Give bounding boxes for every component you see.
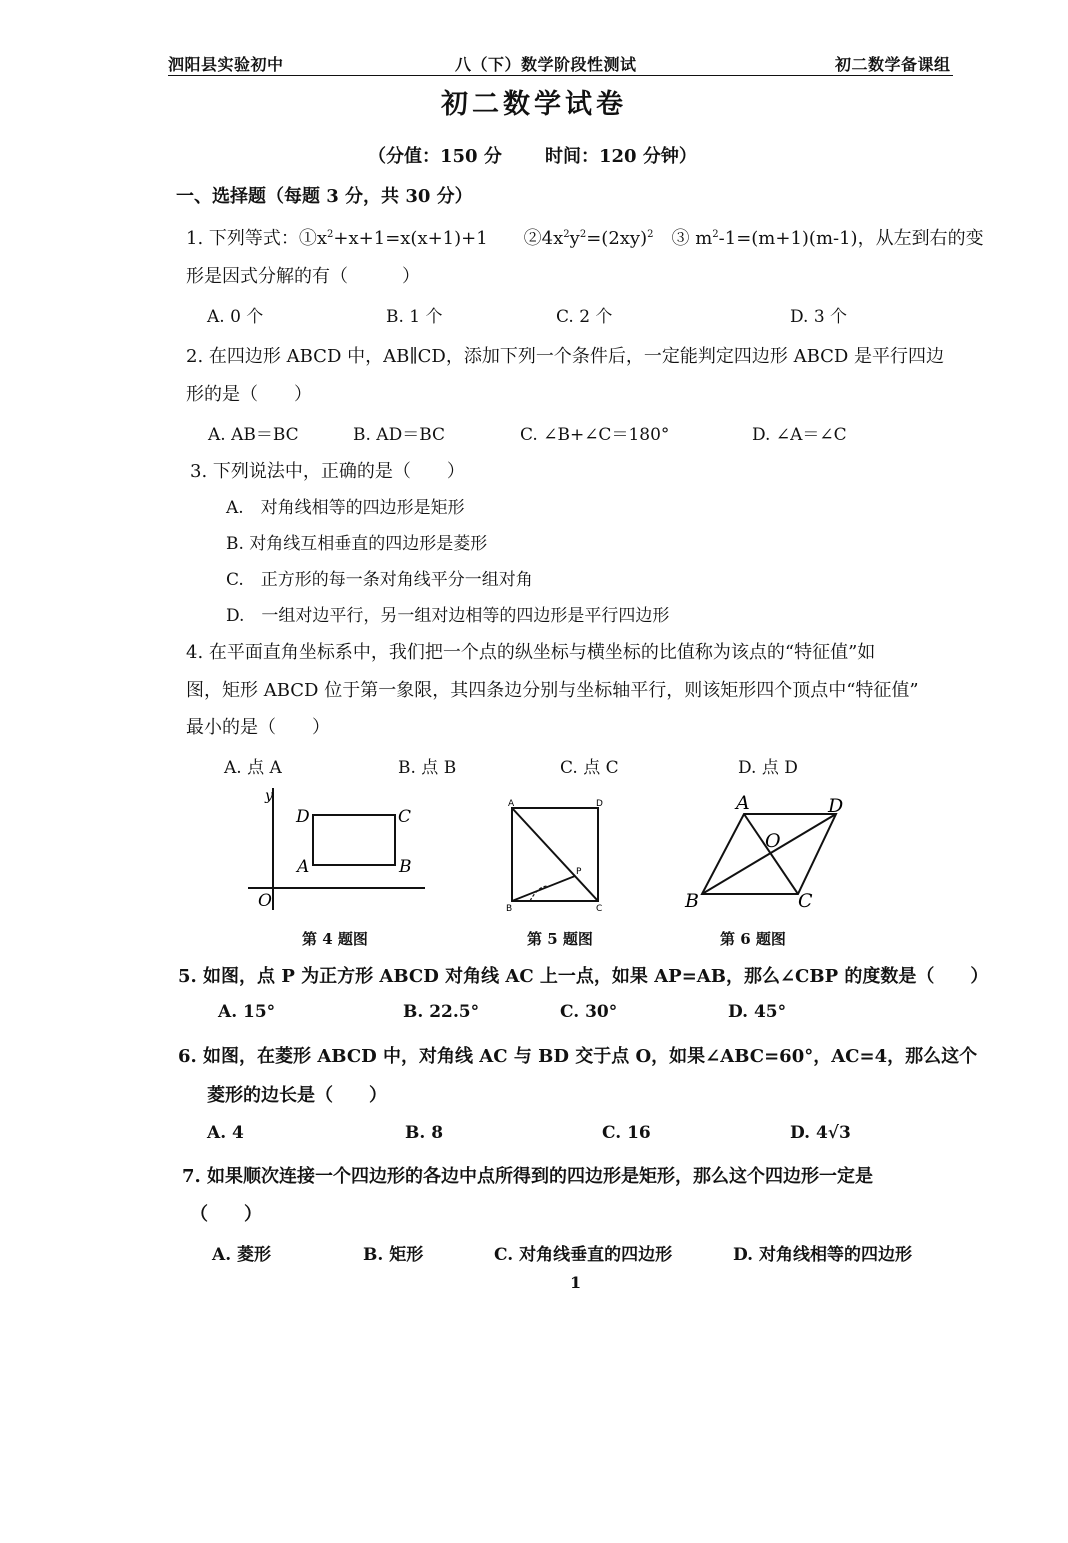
fig5-segment-bp [512, 876, 575, 901]
fig4-label-d: D [296, 807, 310, 827]
fig4-label-b: B [399, 857, 412, 877]
question-2-line-2: 形的是（ ） [186, 384, 312, 405]
q3-option-d[interactable]: D. 一组对边平行，另一组对边相等的四边形是平行四边形 [226, 606, 670, 626]
question-4-line-1: 4. 在平面直角坐标系中，我们把一个点的纵坐标与横坐标的比值称为该点的“特征值”如 [186, 642, 876, 663]
question-1-line-1: 1. 下列等式：$①x^2+x+1=x(x+1)+1$ $②4x^2y^2=(2xy)^2$ ③ $m^2-1=(m+1)(m-1)$，从左到右的变 [186, 228, 984, 249]
page-title: 初二数学试卷 [441, 89, 627, 120]
q1-option-b[interactable]: B. 1 个 [386, 307, 443, 327]
q7-option-b[interactable]: B. 矩形 [363, 1245, 424, 1265]
fig6-diagonal-ac [744, 814, 798, 894]
fig6-label-d: D [828, 795, 844, 817]
q5-option-b[interactable]: B. 22.5° [403, 1002, 480, 1022]
q2-option-a[interactable]: A. AB＝BC [208, 425, 299, 445]
fig5-caption: 第 5 题图 [527, 930, 593, 948]
fig6-label-b: B [685, 890, 699, 912]
question-2-line-1: 2. 在四边形 ABCD 中，AB∥CD，添加下列一个条件后，一定能判定四边形 ABCD 是平行四边 [186, 346, 945, 367]
fig4-caption: 第 4 题图 [302, 930, 368, 948]
fig6-label-c: C [798, 890, 813, 912]
fig4-label-o: O [258, 891, 272, 911]
question-1-line-2: 形是因式分解的有（ ） [186, 266, 420, 287]
question-6-line-1: 6. 如图，在菱形 ABCD 中，对角线 AC 与 BD 交于点 O，如果∠ABC=60°，AC=4，那么这个 [178, 1046, 978, 1067]
q2-option-d[interactable]: D. ∠A＝∠C [752, 425, 847, 445]
fig5-label-b: B [506, 904, 513, 914]
fig5-label-c: C [596, 904, 603, 914]
q1-option-a[interactable]: A. 0 个 [207, 307, 264, 327]
q3-option-a[interactable]: A. 对角线相等的四边形是矩形 [226, 498, 465, 518]
q2-option-b[interactable]: B. AD＝BC [353, 425, 446, 445]
fig4-label-y: y [265, 788, 273, 804]
header-school: 泗阳县实验初中 [168, 55, 284, 74]
fig6-label-a: A [736, 792, 750, 814]
q3-option-c[interactable]: C. 正方形的每一条对角线平分一组对角 [226, 570, 533, 590]
q1-option-d[interactable]: D. 3 个 [790, 307, 848, 327]
section-heading: 一、选择题（每题 3 分，共 30 分） [176, 186, 473, 207]
q1-option-c[interactable]: C. 2 个 [556, 307, 613, 327]
time-info: 时间：120 分钟） [545, 146, 697, 167]
q5-option-c[interactable]: C. 30° [560, 1002, 618, 1022]
question-7-line-1: 7. 如果顺次连接一个四边形的各边中点所得到的四边形是矩形，那么这个四边形一定是 [182, 1166, 874, 1187]
q6-option-d[interactable]: D. 4√3 [790, 1123, 851, 1143]
header-group: 初二数学备课组 [835, 55, 951, 74]
fig5-diagonal-ac [512, 808, 598, 901]
q6-option-c[interactable]: C. 16 [602, 1123, 651, 1143]
header-rule [168, 75, 953, 76]
q6-option-a[interactable]: A. 4 [207, 1123, 244, 1143]
question-5-stem: 5. 如图，点 P 为正方形 ABCD 对角线 AC 上一点，如果 AP=AB，那么∠CBP 的度数是（ ） [178, 966, 989, 987]
q5-option-d[interactable]: D. 45° [728, 1002, 787, 1022]
q7-option-d[interactable]: D. 对角线相等的四边形 [733, 1245, 912, 1265]
fig5-label-a: A [508, 799, 515, 809]
fig6-caption: 第 6 题图 [720, 930, 786, 948]
q6-option-b[interactable]: B. 8 [405, 1123, 444, 1143]
question-3-stem: 3. 下列说法中，正确的是（ ） [190, 461, 465, 482]
fig5-label-p: P [576, 867, 582, 877]
question-7-line-2: （ ） [190, 1204, 262, 1225]
q7-option-a[interactable]: A. 菱形 [212, 1245, 272, 1265]
fig4-rectangle [313, 815, 395, 865]
question-6-line-2: 菱形的边长是（ ） [207, 1085, 387, 1106]
q4-option-b[interactable]: B. 点 B [398, 758, 457, 778]
figure-4 [240, 780, 440, 920]
q4-option-c[interactable]: C. 点 C [560, 758, 619, 778]
score-info: （分值：150 分 [368, 146, 502, 167]
fig4-label-a: A [297, 857, 310, 877]
fig6-label-o: O [765, 830, 781, 852]
fig4-label-c: C [398, 807, 412, 827]
q4-option-d[interactable]: D. 点 D [738, 758, 798, 778]
figure-5 [500, 796, 612, 916]
q7-option-c[interactable]: C. 对角线垂直的四边形 [494, 1245, 673, 1265]
q4-option-a[interactable]: A. 点 A [224, 758, 282, 778]
q3-option-b[interactable]: B. 对角线互相垂直的四边形是菱形 [226, 534, 488, 554]
header-exam: 八（下）数学阶段性测试 [455, 55, 637, 74]
q2-option-c[interactable]: C. ∠B+∠C＝180° [520, 425, 670, 445]
page-number: 1 [570, 1273, 582, 1292]
figure-6 [680, 792, 855, 914]
q5-option-a[interactable]: A. 15° [218, 1002, 276, 1022]
fig5-label-d: D [596, 799, 603, 809]
question-4-line-3: 最小的是（ ） [186, 717, 330, 738]
question-4-line-2: 图，矩形 ABCD 位于第一象限，其四条边分别与坐标轴平行，则该矩形四个顶点中“特征值” [186, 680, 919, 701]
